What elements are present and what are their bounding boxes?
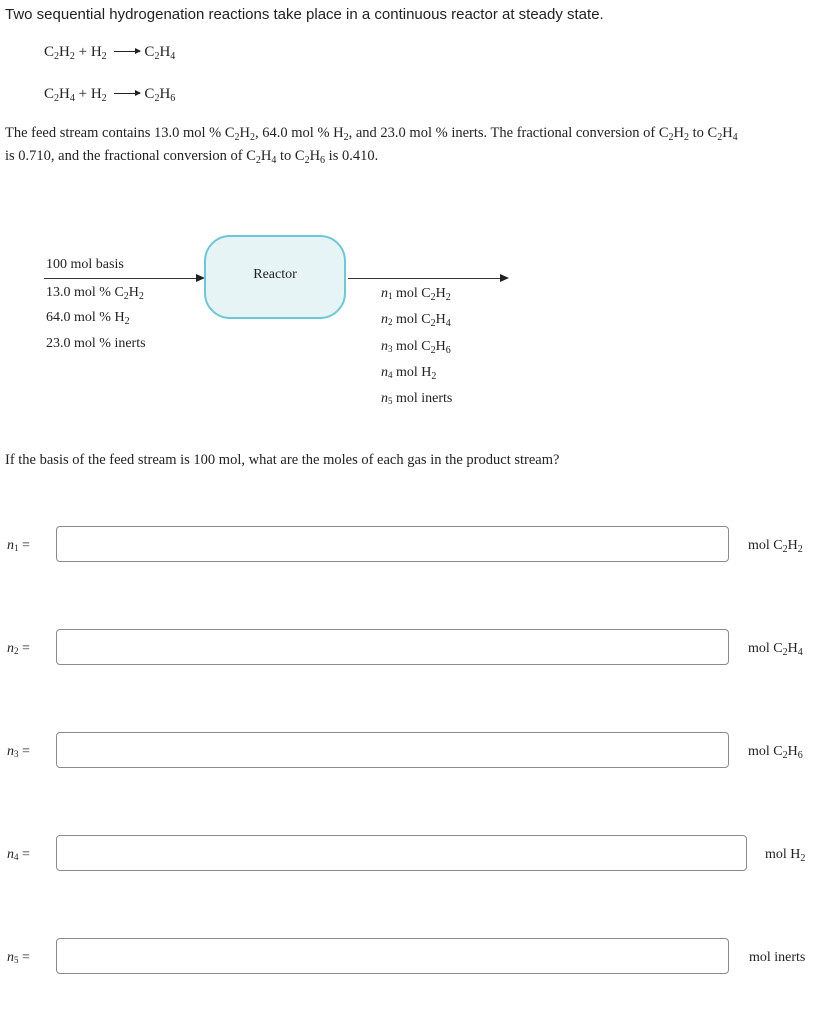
reaction-arrow-icon xyxy=(114,93,140,94)
reaction-arrow-icon xyxy=(114,51,140,52)
product-n3-label: n3 mol $C_2H_6$ xyxy=(381,339,451,356)
n3-input[interactable] xyxy=(56,732,729,768)
reaction-1: $C_2H_2 + H_2$ $C_2H_4$ xyxy=(44,44,176,62)
n2-input[interactable] xyxy=(56,629,729,665)
n4-label: n4 = xyxy=(7,847,30,862)
feed-basis-label: 100 mol basis xyxy=(46,257,124,272)
feed-description-line1: The feed stream contains 13.0 mol % $C_2H_2$, 64.0 mol % $H_2$, and 23.0 mol % inerts. The fractional conversion of $C_2H_2$ to $C_2H_4$ xyxy=(5,125,738,143)
n4-input[interactable] xyxy=(56,835,747,871)
n5-input[interactable] xyxy=(56,938,729,974)
feed-inerts-label: 23.0 mol % inerts xyxy=(46,336,146,351)
n1-label: n1 = xyxy=(7,538,30,553)
product-n5-label: n5 mol inerts xyxy=(381,391,453,406)
n3-label: n3 = xyxy=(7,744,30,759)
reactor-vessel xyxy=(204,235,346,319)
n5-unit: mol inerts xyxy=(749,950,806,965)
product-stream-line xyxy=(348,278,500,279)
product-n1-label: n1 mol $C_2H_2$ xyxy=(381,286,451,303)
product-n2-label: n2 mol $C_2H_4$ xyxy=(381,312,451,329)
feed-stream-line xyxy=(44,278,196,279)
question-text: If the basis of the feed stream is 100 mol, what are the moles of each gas in the product stream? xyxy=(5,452,560,468)
feed-h2-label: 64.0 mol % $H_2$ xyxy=(46,310,130,327)
n1-input[interactable] xyxy=(56,526,729,562)
product-n4-label: n4 mol $H_2$ xyxy=(381,365,437,382)
intro-text: Two sequential hydrogenation reactions take place in a continuous reactor at steady state. xyxy=(5,6,604,23)
reaction-2: $C_2H_4 + H_2$ $C_2H_6$ xyxy=(44,86,176,104)
n5-label: n5 = xyxy=(7,950,30,965)
n2-unit: mol $C_2H_4$ xyxy=(748,641,803,658)
n4-unit: mol $H_2$ xyxy=(765,847,806,864)
reactor-label: Reactor xyxy=(253,267,297,282)
product-arrow-icon xyxy=(500,274,509,282)
n1-unit: mol $C_2H_2$ xyxy=(748,538,803,555)
feed-c2h2-label: 13.0 mol % $C_2H_2$ xyxy=(46,285,144,302)
n2-label: n2 = xyxy=(7,641,30,656)
n3-unit: mol $C_2H_6$ xyxy=(748,744,803,761)
feed-description-line2: is 0.710, and the fractional conversion of $C_2H_4$ to $C_2H_6$ is 0.410. xyxy=(5,148,379,166)
